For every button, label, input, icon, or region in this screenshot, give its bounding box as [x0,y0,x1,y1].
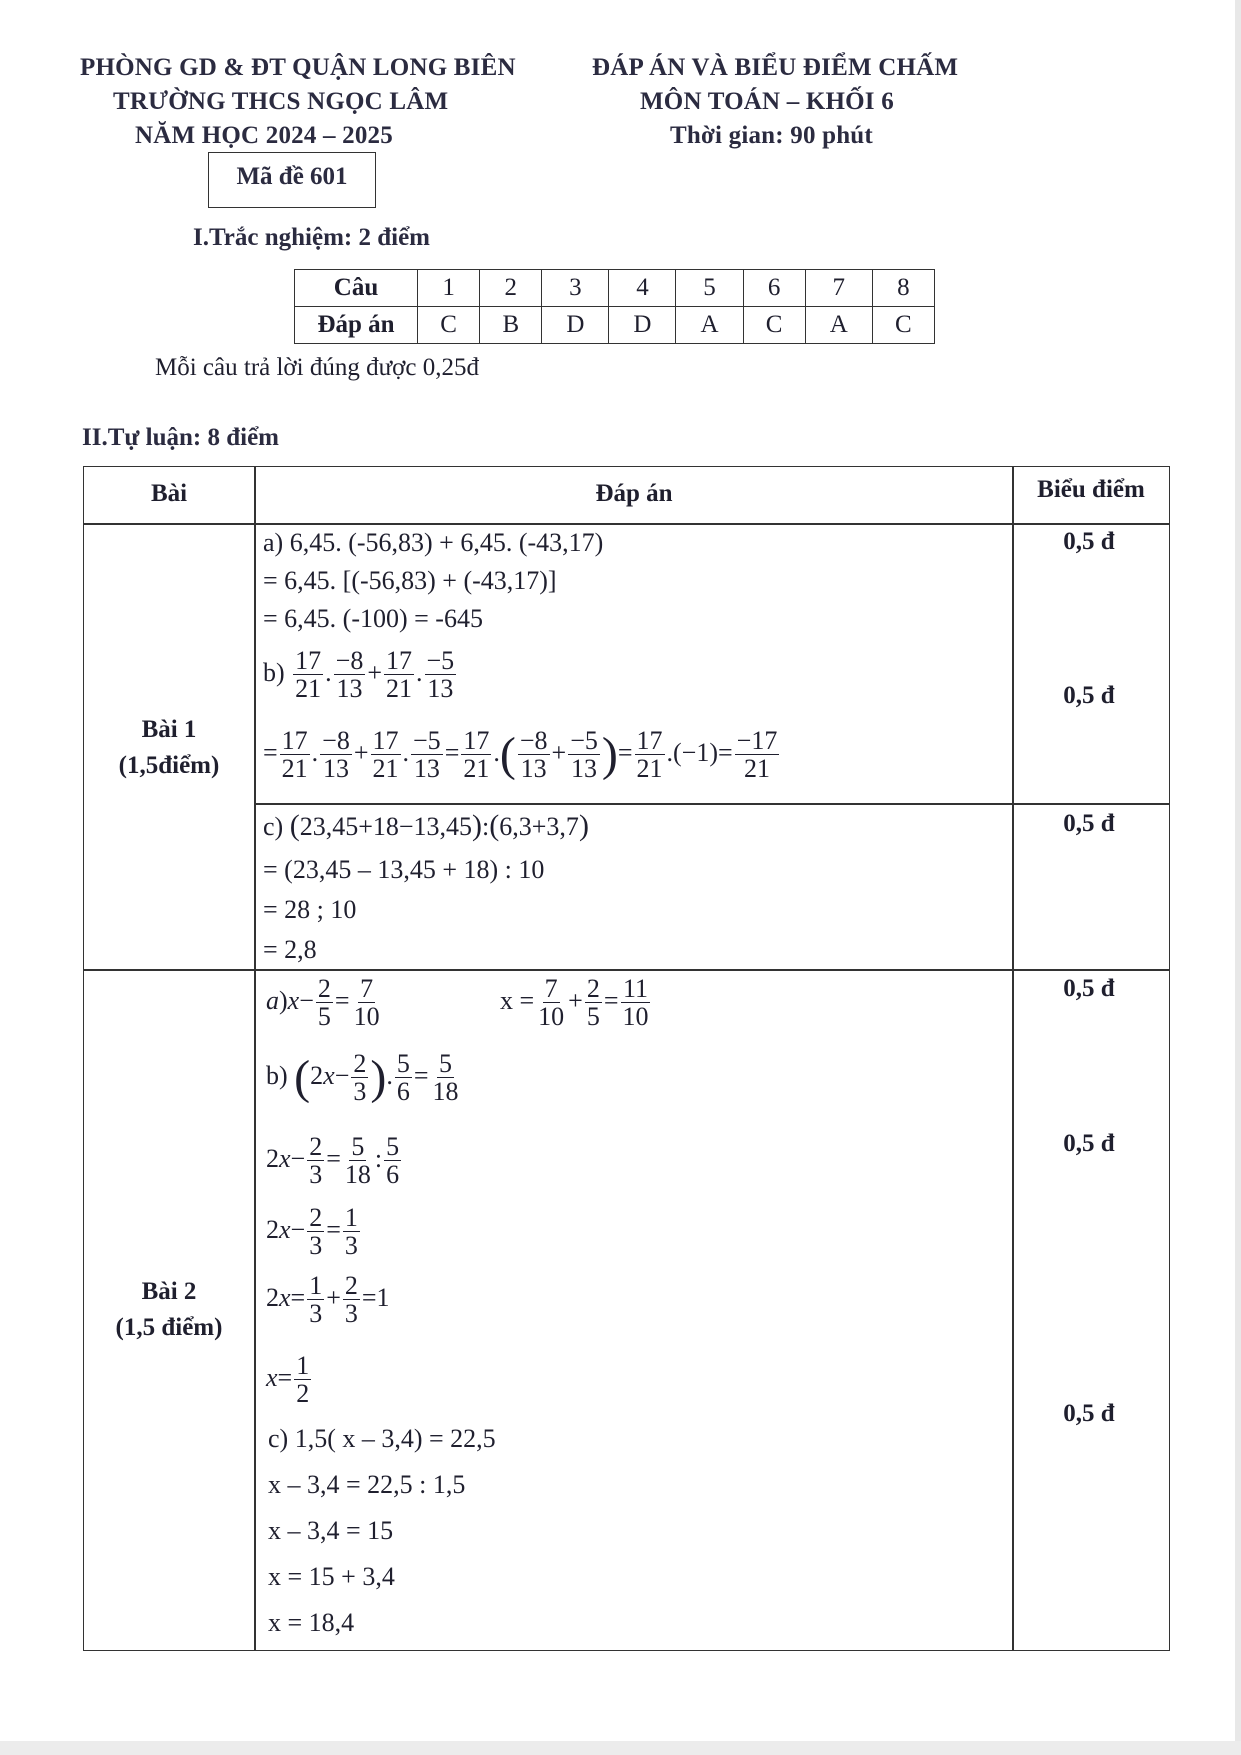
bai2-b-equation: b) (2x− $\frac{2}{3}$ ). $\frac{5}{6}$ = $\frac{5}{18}$ [266,1049,459,1107]
bai2-points: (1,5 điểm) [115,1314,223,1341]
bai2-c-line5: x = 18,4 [268,1608,355,1637]
bai1-label [84,712,254,784]
bai2-label [84,1274,254,1346]
question-number: 4 [609,270,676,307]
table-divider [83,523,1170,525]
answer-letter: A [676,307,743,344]
bai1-c-line3: = 28 ; 10 [263,895,357,924]
part2-title: II.Tự luận: 8 điểm [82,424,279,451]
bai2-title: Bài 2 [141,1278,197,1305]
bai1-b-solution: = $\frac{17}{21}$ . $\frac{-8}{13}$ + $\frac{17}{21}$ . $\frac{-5}{13}$ = $\frac{17}{21}$ .( $\frac{-8}{13}$ + $\frac{-5}{13}$ )= $\frac{17}{21}$ .(−1)= $\frac{-17}{21}$ [263,726,778,784]
question-number: 1 [418,270,480,307]
question-number: 2 [480,270,542,307]
bai2-a-equation: a)x− $\frac{2}{5}$ = $\frac{7}{10}$ [266,974,380,1032]
part1-scoring-note: Mỗi câu trả lời đúng được 0,25đ [155,354,479,381]
answer-row [295,307,935,344]
bai1-score-a: 0,5 đ [1063,528,1115,555]
header-department: PHÒNG GD & ĐT QUẬN LONG BIÊN [80,54,516,81]
header-school: TRƯỜNG THCS NGỌC LÂM [113,88,449,115]
bai2-c-line1: c) 1,5( x – 3,4) = 22,5 [268,1424,496,1453]
table-divider [83,969,1170,971]
bai2-c-line2: x – 3,4 = 22,5 : 1,5 [268,1470,466,1499]
answer-letter: A [805,307,872,344]
question-number: 6 [743,270,805,307]
header-doc-title: ĐÁP ÁN VÀ BIỂU ĐIỂM CHẤM [592,54,959,81]
question-number-row [295,270,935,307]
bai1-c-line4: = 2,8 [263,935,317,964]
bai1-a-line1: a) 6,45. (-56,83) + 6,45. (-43,17) [263,528,604,557]
table-divider [254,803,1170,805]
scan-bottom-edge [0,1741,1241,1755]
multiple-choice-answer-table [294,269,935,344]
essay-answer-table [83,466,1170,1651]
bai1-c-line2: = (23,45 – 13,45 + 18) : 10 [263,855,545,884]
question-number: 8 [872,270,934,307]
question-number: 7 [805,270,872,307]
question-number: 3 [542,270,609,307]
bai1-title: Bài 1 [141,716,197,743]
question-number: 5 [676,270,743,307]
column-header-bieu-diem: Biểu điểm [1037,476,1145,503]
bai1-a-line2: = 6,45. [(-56,83) + (-43,17)] [263,566,557,595]
scan-edge [1235,0,1241,1755]
bai1-b-expression: b) $\frac{17}{21}$ . $\frac{-8}{13}$ + $\frac{17}{21}$ . $\frac{-5}{13}$ [263,646,455,704]
bai2-b-step1: 2x− $\frac{2}{3}$ = $\frac{5}{18}$ : $\frac{5}{6}$ [266,1132,400,1190]
column-header-bai: Bài [150,480,188,507]
bai2-b-step4: x= $\frac{1}{2}$ [266,1351,310,1409]
table-divider [1012,466,1014,1651]
bai1-a-line3: = 6,45. (-100) = -645 [263,604,483,633]
exam-code-box: Mã đề 601 [208,152,376,208]
answer-letter: D [542,307,609,344]
bai2-score-a: 0,5 đ [1063,975,1115,1002]
answer-letter: D [609,307,676,344]
answer-letter: C [418,307,480,344]
header-duration: Thời gian: 90 phút [670,122,873,149]
bai1-points: (1,5điểm) [118,752,220,779]
row-label-question: Câu [295,270,418,307]
part1-title: I.Trắc nghiệm: 2 điểm [193,224,431,251]
table-divider [254,466,256,1651]
bai2-score-c: 0,5 đ [1063,1400,1115,1427]
answer-letter: C [872,307,934,344]
bai2-score-b: 0,5 đ [1063,1130,1115,1157]
header-school-year: NĂM HỌC 2024 – 2025 [135,122,393,149]
answer-letter: B [480,307,542,344]
bai2-b-step3: 2x= $\frac{1}{3}$ + $\frac{2}{3}$ =1 [266,1271,390,1329]
row-label-answer: Đáp án [295,307,418,344]
bai1-score-c: 0,5 đ [1063,810,1115,837]
column-header-dap-an: Đáp án [595,480,673,507]
bai2-c-line3: x – 3,4 = 15 [268,1516,394,1545]
bai1-score-b: 0,5 đ [1063,682,1115,709]
bai1-c-line1: c) (23,45+18−13,45):(6,3+3,7) [263,809,589,842]
bai2-a-solution: x = $\frac{7}{10}$ + $\frac{2}{5}$ = $\frac{11}{10}$ [500,974,649,1032]
answer-letter: C [743,307,805,344]
bai2-b-step2: 2x− $\frac{2}{3}$ = $\frac{1}{3}$ [266,1203,358,1261]
bai2-c-line4: x = 15 + 3,4 [268,1562,395,1591]
header-subject: MÔN TOÁN – KHỐI 6 [640,88,894,115]
